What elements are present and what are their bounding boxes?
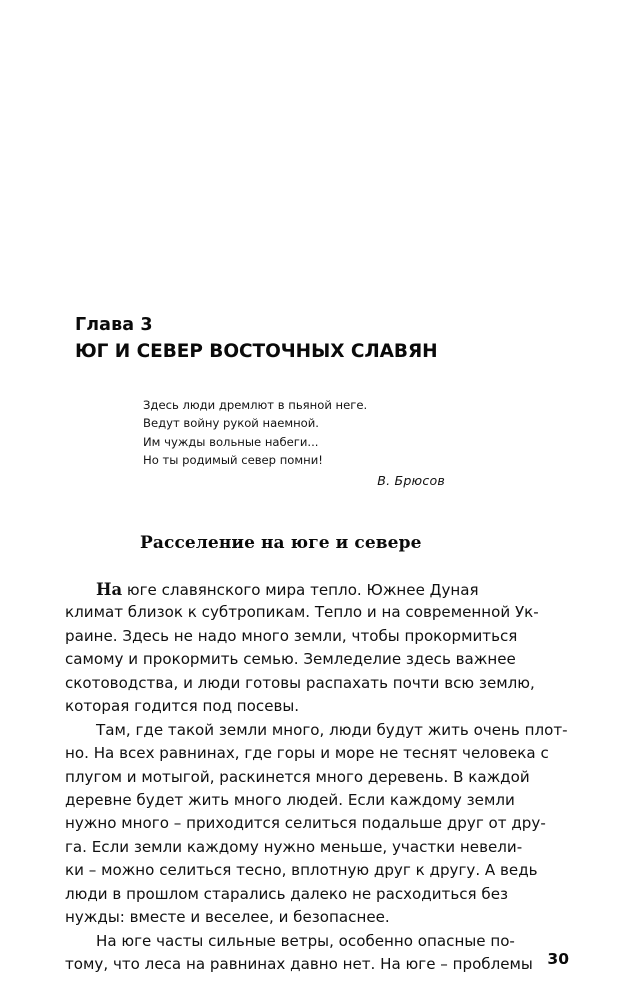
text-line: самому и прокормить семью. Земледелие здесь важнее xyxy=(65,650,516,669)
section-heading: Расселение на юге и севере xyxy=(140,533,422,553)
epigraph-attribution: В. Брюсов xyxy=(377,473,445,489)
epigraph-line: Ведут войну рукой наемной. xyxy=(143,416,319,431)
paragraph xyxy=(65,578,565,719)
chapter-title: ЮГ И СЕВЕР ВОСТОЧНЫХ СЛАВЯН xyxy=(75,340,438,362)
text-line-rest: юге славянского мира тепло. Южнее Дуная xyxy=(122,581,479,599)
page-number: 30 xyxy=(547,950,569,968)
text-line: га. Если земли каждому нужно меньше, участки невели- xyxy=(65,837,523,856)
text-line: но. На всех равнинах, где горы и море не теснят человека с xyxy=(65,744,549,763)
text-line xyxy=(65,578,565,601)
text-line: нужно много – приходится селиться подальше друг от дру- xyxy=(65,814,546,833)
epigraph-line: Но ты родимый север помни! xyxy=(143,452,323,467)
text-line: плугом и мотыгой, раскинется много деревень. В каждой xyxy=(65,767,530,786)
text-line: тому, что леса на равнинах давно нет. На юге – проблемы xyxy=(65,955,533,973)
epigraph-block xyxy=(143,396,503,490)
text-line: нужды: вместе и веселее, и безопаснее. xyxy=(65,908,390,927)
text-line: люди в прошлом старались далеко не расходиться без xyxy=(65,884,509,903)
chapter-number: Глава 3 xyxy=(75,315,153,335)
text-line-rest: На юге часты сильные ветры, особенно опасные по- xyxy=(96,931,515,950)
text-line-rest: Там, где такой земли много, люди будут жить очень плот- xyxy=(96,720,568,739)
epigraph-line: Здесь люди дремлют в пьяной неге. xyxy=(143,398,368,412)
chapter-heading-block xyxy=(75,316,500,362)
paragraph-lead-word: На xyxy=(96,580,123,599)
text-line xyxy=(65,719,568,742)
text-line: скотоводства, и люди готовы распахать почти всю землю, xyxy=(65,673,535,692)
text-line: деревне будет жить много людей. Если каждому земли xyxy=(65,790,515,809)
paragraph xyxy=(65,930,565,977)
body-text xyxy=(65,578,568,976)
epigraph-line: Им чужды вольные набеги... xyxy=(143,434,319,449)
text-line: климат близок к субтропикам. Тепло и на современной Ук- xyxy=(65,603,539,622)
paragraph xyxy=(65,719,568,930)
text-line: раине. Здесь не надо много земли, чтобы прокормиться xyxy=(65,626,518,645)
text-line: которая годится под посевы. xyxy=(65,697,300,716)
text-line xyxy=(65,930,565,953)
text-line: ки – можно селиться тесно, вплотную друг к другу. А ведь xyxy=(65,861,538,880)
